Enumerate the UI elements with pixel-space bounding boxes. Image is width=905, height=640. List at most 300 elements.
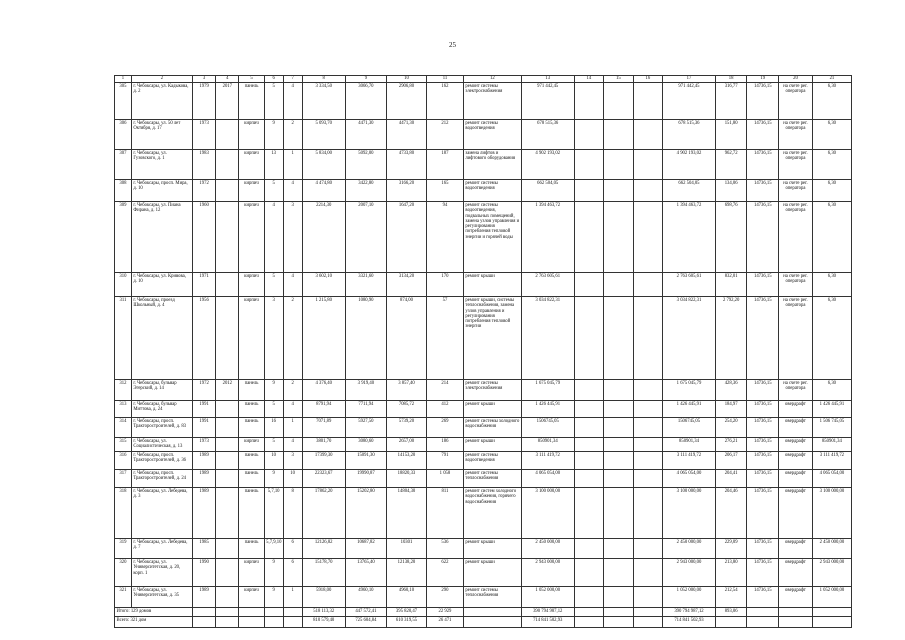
residents-cell: 536	[427, 539, 464, 559]
living-area-cell: 3 919,40	[345, 380, 386, 401]
column-number-11: 11	[427, 76, 464, 83]
living-area-cell: 1080,90	[345, 297, 386, 380]
row-number-cell: 320	[115, 559, 132, 587]
column-number-15: 15	[604, 76, 634, 83]
cost-col-16-cell	[633, 297, 663, 380]
cost-per-sqm-cell: 962,72	[715, 150, 747, 180]
residential-area-cell: 4960,10	[386, 587, 426, 608]
grand-total-row-empty-cell	[574, 617, 604, 628]
cost-col-16-cell	[633, 380, 663, 401]
year-overhaul-cell: 2012	[216, 380, 239, 401]
repair-cost-cell: 662 504,05	[521, 180, 574, 202]
subtotal-row-empty-cell	[463, 608, 521, 617]
cost-col-14-cell	[574, 452, 604, 470]
fund-method-cell: на счете рег. оператора	[779, 273, 813, 297]
cost-col-16-cell	[633, 452, 663, 470]
fund-method-cell: на счете рег. оператора	[779, 120, 813, 150]
limit-cost-per-sqm-cell: 14736,15	[747, 470, 779, 488]
address-cell: г. Чебоксары, просп. Тракторостроителей, д. 36	[131, 452, 192, 470]
column-number-19: 19	[747, 76, 779, 83]
cost-col-16-cell	[633, 587, 663, 608]
limit-cost-per-sqm-cell: 14736,15	[747, 180, 779, 202]
entrances-cell: 2	[283, 380, 302, 401]
total-cost-cell: 971 442,45	[663, 83, 716, 120]
cost-per-sqm-cell: 134,06	[715, 180, 747, 202]
floors-cell: 5	[264, 438, 283, 452]
table-row	[115, 470, 852, 488]
residents-cell: 811	[427, 488, 464, 539]
row-number-cell: 317	[115, 470, 132, 488]
year-overhaul-cell	[216, 202, 239, 273]
grand-total-row-empty-cell	[715, 617, 747, 628]
total-cost-cell: 4 065 054,00	[663, 470, 716, 488]
column-number-3: 3	[193, 76, 216, 83]
entrances-cell: 4	[283, 273, 302, 297]
cost-col-15-cell	[604, 587, 634, 608]
limit-cost-per-sqm-cell: 14736,15	[747, 488, 779, 539]
residential-area-cell: 5739,20	[386, 418, 426, 438]
subtotal-row-empty-cell	[633, 608, 663, 617]
residents-cell: 214	[427, 380, 464, 401]
total-cost-cell: 1 426 445,91	[663, 401, 716, 418]
column-number-13: 13	[521, 76, 574, 83]
year-built-cell: 1979	[193, 83, 216, 120]
cost-per-sqm-cell: 428,36	[715, 380, 747, 401]
subtotal-row-empty-cell	[812, 608, 851, 617]
cost-col-15-cell	[604, 83, 634, 120]
residential-area-cell: 3 857,40	[386, 380, 426, 401]
column-number-7: 7	[283, 76, 302, 83]
entrances-cell: 1	[283, 150, 302, 180]
subtotal-row-empty-cell	[604, 608, 634, 617]
address-cell: г. Чебоксары, ул. 50 лет Октября, д. 17	[131, 120, 192, 150]
subtotal-row-cost-per-sqm: 893,06	[715, 608, 747, 617]
year-built-cell: 1989	[193, 488, 216, 539]
repair-cost-cell: 4 065 054,00	[521, 470, 574, 488]
work-type-cell: ремонт системы холодного водоснабжения	[463, 418, 521, 438]
total-cost-cell: 2 450 000,00	[663, 539, 716, 559]
cost-per-sqm-cell: 184,97	[715, 401, 747, 418]
floors-cell: 4	[264, 202, 283, 273]
residents-cell: 57	[427, 297, 464, 380]
table-row	[115, 297, 852, 380]
contribution-rate-cell: 6,30	[812, 83, 851, 120]
row-number-cell: 321	[115, 587, 132, 608]
table-row	[115, 120, 852, 150]
cost-col-16-cell	[633, 438, 663, 452]
wall-material-cell: кирпич	[239, 273, 264, 297]
living-area-cell: 10687,82	[345, 539, 386, 559]
cost-col-15-cell	[604, 380, 634, 401]
living-area-cell: 3080,60	[345, 438, 386, 452]
work-type-cell: ремонт систем холодного водоснабжения, горячего водоснабжения	[463, 488, 521, 539]
work-type-cell: ремонт системы электроснабжения	[463, 380, 521, 401]
floors-cell: 5	[264, 401, 283, 418]
limit-cost-per-sqm-cell: 14736,15	[747, 150, 779, 180]
cost-col-16-cell	[633, 202, 663, 273]
floors-cell: 5	[264, 180, 283, 202]
cost-col-16-cell	[633, 488, 663, 539]
cost-per-sqm-cell: 151,80	[715, 120, 747, 150]
column-number-20: 20	[779, 76, 813, 83]
table-row	[115, 380, 852, 401]
total-cost-cell: 850901,34	[663, 438, 716, 452]
repair-cost-cell: 2 450 000,00	[521, 539, 574, 559]
subtotal-row-empty-cell	[779, 608, 813, 617]
subtotal-row-empty-cell	[239, 608, 264, 617]
address-cell: г. Чебоксары, ул. Университетская, д. 35	[131, 587, 192, 608]
living-area-cell: 2007,10	[345, 202, 386, 273]
cost-col-16-cell	[633, 273, 663, 297]
wall-material-cell: панель	[239, 418, 264, 438]
table-row	[115, 180, 852, 202]
address-cell: г. Чебоксары, ул. Пиана Фирана, д. 12	[131, 202, 192, 273]
total-area-cell: 3 602,10	[302, 273, 345, 297]
repair-cost-cell: 1 052 000,00	[521, 587, 574, 608]
limit-cost-per-sqm-cell: 14736,15	[747, 452, 779, 470]
year-overhaul-cell	[216, 418, 239, 438]
repair-cost-cell: 1 426 445,91	[521, 401, 574, 418]
living-area-cell: 15091,30	[345, 452, 386, 470]
subtotal-row-repair-cost: 390 794 987,12	[521, 608, 574, 617]
fund-method-cell: овердрафт	[779, 418, 813, 438]
address-cell: г. Чебоксары, проезд Школьный, д. 4	[131, 297, 192, 380]
table-row	[115, 401, 852, 418]
wall-material-cell: кирпич	[239, 438, 264, 452]
total-area-cell: 15178,70	[302, 559, 345, 587]
year-overhaul-cell	[216, 120, 239, 150]
cost-per-sqm-cell: 212,54	[715, 587, 747, 608]
floors-cell: 5	[264, 83, 283, 120]
cost-col-16-cell	[633, 150, 663, 180]
year-built-cell: 1972	[193, 180, 216, 202]
total-area-cell: 5 093,70	[302, 120, 345, 150]
cost-col-15-cell	[604, 297, 634, 380]
work-type-cell: ремонт системы водоотведения, подвальных помещений, замена узлов управления и регулирования потребления тепловой энергии и горячей воды	[463, 202, 521, 273]
entrances-cell: 3	[283, 452, 302, 470]
contribution-rate-cell: 6,30	[812, 150, 851, 180]
residents-cell: 94	[427, 202, 464, 273]
cost-col-14-cell	[574, 83, 604, 120]
table-row	[115, 418, 852, 438]
limit-cost-per-sqm-cell: 14736,15	[747, 380, 779, 401]
page-number: 25	[449, 41, 456, 49]
row-number-cell: 315	[115, 438, 132, 452]
column-number-18: 18	[715, 76, 747, 83]
cost-per-sqm-cell: 2 792,20	[715, 297, 747, 380]
entrances-cell: 2	[283, 120, 302, 150]
address-cell: г. Чебоксары, ул. Гузовского, д. 1	[131, 150, 192, 180]
year-built-cell: 1991	[193, 401, 216, 418]
cost-per-sqm-cell: 204,46	[715, 488, 747, 539]
grand-total-row-empty-cell	[264, 617, 283, 628]
residents-cell: 186	[427, 438, 464, 452]
residents-cell: 187	[427, 150, 464, 180]
contribution-rate-cell: 1 426 445,91	[812, 401, 851, 418]
wall-material-cell: панель	[239, 83, 264, 120]
entrances-cell: 3	[283, 202, 302, 273]
fund-method-cell: овердрафт	[779, 452, 813, 470]
residential-area-cell: 2906,80	[386, 83, 426, 120]
grand-total-row-total-cost: 714 841 502,93	[663, 617, 716, 628]
cost-col-16-cell	[633, 559, 663, 587]
wall-material-cell: кирпич	[239, 297, 264, 380]
floors-cell: 13	[264, 150, 283, 180]
residential-area-cell: 7085,72	[386, 401, 426, 418]
year-overhaul-cell	[216, 470, 239, 488]
table-row	[115, 150, 852, 180]
subtotal-row-empty-cell	[574, 608, 604, 617]
subtotal-row-label: Итого: 129 домов	[115, 608, 193, 617]
column-number-21: 21	[812, 76, 851, 83]
year-built-cell: 1956	[193, 297, 216, 380]
row-number-cell: 319	[115, 539, 132, 559]
wall-material-cell: панель	[239, 380, 264, 401]
cost-col-14-cell	[574, 180, 604, 202]
subtotal-row	[115, 608, 852, 617]
table-row	[115, 83, 852, 120]
cost-col-16-cell	[633, 418, 663, 438]
work-type-cell: замена лифтов и лифтового оборудования	[463, 150, 521, 180]
living-area-cell: 3066,70	[345, 83, 386, 120]
grand-total-row-empty-cell	[463, 617, 521, 628]
address-cell: г. Чебоксары, ул. Кадыкова, д. 2	[131, 83, 192, 120]
limit-cost-per-sqm-cell: 14736,15	[747, 418, 779, 438]
entrances-cell: 6	[283, 559, 302, 587]
year-overhaul-cell	[216, 452, 239, 470]
cost-per-sqm-cell: 698,76	[715, 202, 747, 273]
total-area-cell: 1 215,80	[302, 297, 345, 380]
work-type-cell: ремонт системы теплоснабжения	[463, 470, 521, 488]
address-cell: г. Чебоксары, ул. Кривова, д. 10	[131, 273, 192, 297]
total-cost-cell: 3 034 822,31	[663, 297, 716, 380]
residential-area-cell: 14153,20	[386, 452, 426, 470]
contribution-rate-cell: 1 052 000,00	[812, 587, 851, 608]
residents-cell: 1 058	[427, 470, 464, 488]
residential-area-cell: 1647,20	[386, 202, 426, 273]
column-number-6: 6	[264, 76, 283, 83]
year-overhaul-cell	[216, 150, 239, 180]
residential-area-cell: 874,00	[386, 297, 426, 380]
address-cell: г. Чебоксары, просп. Тракторостроителей, д. 83	[131, 418, 192, 438]
table-row	[115, 559, 852, 587]
cost-col-15-cell	[604, 539, 634, 559]
work-type-cell: ремонт системы электроснабжения	[463, 83, 521, 120]
address-cell: г. Чебоксары, просп. Тракторостроителей, д. 24	[131, 470, 192, 488]
table-row	[115, 273, 852, 297]
wall-material-cell: кирпич	[239, 587, 264, 608]
year-overhaul-cell: 2017	[216, 83, 239, 120]
contribution-rate-cell: 6,30	[812, 120, 851, 150]
residential-area-cell: 4733,80	[386, 150, 426, 180]
grand-total-row-residents: 26 471	[427, 617, 464, 628]
entrances-cell: 10	[283, 470, 302, 488]
cost-per-sqm-cell: 213,80	[715, 559, 747, 587]
repair-cost-cell: 1 675 045,79	[521, 380, 574, 401]
row-number-cell: 310	[115, 273, 132, 297]
limit-cost-per-sqm-cell: 14736,15	[747, 539, 779, 559]
repair-cost-cell: 1 394 463,72	[521, 202, 574, 273]
cost-col-16-cell	[633, 180, 663, 202]
residents-cell: 622	[427, 559, 464, 587]
work-type-cell: ремонт крыши	[463, 559, 521, 587]
year-overhaul-cell	[216, 559, 239, 587]
total-cost-cell: 4 902 193,02	[663, 150, 716, 180]
living-area-cell: 5927,50	[345, 418, 386, 438]
total-cost-cell: 3 100 000,00	[663, 488, 716, 539]
residents-cell: 412	[427, 401, 464, 418]
residential-area-cell: 18820,33	[386, 470, 426, 488]
table-row	[115, 488, 852, 539]
cost-per-sqm-cell: 254,20	[715, 418, 747, 438]
floors-cell: 9	[264, 380, 283, 401]
year-overhaul-cell	[216, 180, 239, 202]
entrances-cell: 1	[283, 418, 302, 438]
column-number-9: 9	[345, 76, 386, 83]
row-number-cell: 308	[115, 180, 132, 202]
work-type-cell: ремонт крыши	[463, 273, 521, 297]
floors-cell: 5,7,9,10	[264, 539, 283, 559]
cost-col-15-cell	[604, 120, 634, 150]
cost-col-15-cell	[604, 559, 634, 587]
fund-method-cell: на счете рег. оператора	[779, 202, 813, 273]
total-area-cell: 2214,30	[302, 202, 345, 273]
row-number-cell: 305	[115, 83, 132, 120]
address-cell: г. Чебоксары, бульвар Миттова, д. 24	[131, 401, 192, 418]
contribution-rate-cell: 850901,34	[812, 438, 851, 452]
residential-area-cell: 10301	[386, 539, 426, 559]
residents-cell: 290	[427, 587, 464, 608]
subtotal-row-empty-cell	[283, 608, 302, 617]
column-number-16: 16	[633, 76, 663, 83]
cost-col-16-cell	[633, 401, 663, 418]
residents-cell: 791	[427, 452, 464, 470]
cost-per-sqm-cell: 206,17	[715, 452, 747, 470]
living-area-cell: 3321,60	[345, 273, 386, 297]
housing-repair-register-table	[114, 75, 852, 628]
work-type-cell: ремонт системы водоотведения	[463, 120, 521, 150]
fund-method-cell: на счете рег. оператора	[779, 297, 813, 380]
living-area-cell: 5092,00	[345, 150, 386, 180]
repair-cost-cell: 3 111 419,72	[521, 452, 574, 470]
cost-per-sqm-cell: 204,41	[715, 470, 747, 488]
grand-total-row-empty-cell	[239, 617, 264, 628]
wall-material-cell: кирпич	[239, 559, 264, 587]
address-cell: г. Чебоксары, просп. Мира, д. 10	[131, 180, 192, 202]
column-number-10: 10	[386, 76, 426, 83]
contribution-rate-cell: 6,30	[812, 380, 851, 401]
address-cell: г. Чебоксары, ул. Социалистическая, д. 13	[131, 438, 192, 452]
contribution-rate-cell: 6,30	[812, 202, 851, 273]
year-overhaul-cell	[216, 539, 239, 559]
table-row	[115, 438, 852, 452]
entrances-cell: 8	[283, 488, 302, 539]
grand-total-row	[115, 617, 852, 628]
year-overhaul-cell	[216, 273, 239, 297]
wall-material-cell: кирпич	[239, 180, 264, 202]
residential-area-cell: 14804,30	[386, 488, 426, 539]
total-area-cell: 3 334,50	[302, 83, 345, 120]
column-number-header-row	[115, 76, 852, 83]
limit-cost-per-sqm-cell: 14736,15	[747, 83, 779, 120]
cost-col-16-cell	[633, 120, 663, 150]
grand-total-row-empty-cell	[747, 617, 779, 628]
cost-col-14-cell	[574, 488, 604, 539]
cost-col-14-cell	[574, 380, 604, 401]
address-cell: г. Чебоксары, ул. Университетская, д. 20, корп. 1	[131, 559, 192, 587]
fund-method-cell: овердрафт	[779, 470, 813, 488]
repair-cost-cell: 3 034 822,31	[521, 297, 574, 380]
table-row	[115, 452, 852, 470]
column-number-14: 14	[574, 76, 604, 83]
residents-cell: 269	[427, 418, 464, 438]
floors-cell: 10	[264, 452, 283, 470]
year-built-cell: 1973	[193, 120, 216, 150]
cost-col-15-cell	[604, 438, 634, 452]
row-number-cell: 318	[115, 488, 132, 539]
total-cost-cell: 678 515,36	[663, 120, 716, 150]
total-area-cell: 22323,67	[302, 470, 345, 488]
cost-col-15-cell	[604, 150, 634, 180]
cost-col-14-cell	[574, 297, 604, 380]
year-built-cell: 1973	[193, 438, 216, 452]
work-type-cell: ремонт крыши	[463, 539, 521, 559]
row-number-cell: 313	[115, 401, 132, 418]
grand-total-row-label: Всего: 321 дом	[115, 617, 193, 628]
grand-total-row-empty-cell	[779, 617, 813, 628]
wall-material-cell: панель	[239, 401, 264, 418]
fund-method-cell: овердрафт	[779, 539, 813, 559]
year-overhaul-cell	[216, 587, 239, 608]
entrances-cell: 4	[283, 180, 302, 202]
living-area-cell: 7711,94	[345, 401, 386, 418]
cost-col-15-cell	[604, 401, 634, 418]
total-area-cell: 17399,30	[302, 452, 345, 470]
year-built-cell: 1985	[193, 539, 216, 559]
address-cell: г. Чебоксары, ул. Лебедева, д. 7	[131, 539, 192, 559]
cost-col-15-cell	[604, 180, 634, 202]
living-area-cell: 3422,80	[345, 180, 386, 202]
repair-cost-cell: 3 100 000,00	[521, 488, 574, 539]
subtotal-row-residential-area: 395 820,47	[386, 608, 426, 617]
fund-method-cell: на счете рег. оператора	[779, 380, 813, 401]
cost-col-14-cell	[574, 150, 604, 180]
work-type-cell: ремонт крыши, системы теплоснабжения, замена узлов управления и регулирования потребления тепловой энергии	[463, 297, 521, 380]
residents-cell: 162	[427, 83, 464, 120]
floors-cell: 9	[264, 120, 283, 150]
cost-col-14-cell	[574, 539, 604, 559]
contribution-rate-cell: 3 100 000,00	[812, 488, 851, 539]
residents-cell: 170	[427, 273, 464, 297]
work-type-cell: ремонт крыши	[463, 401, 521, 418]
address-cell: г. Чебоксары, бульвар Эгерский, д. 14	[131, 380, 192, 401]
cost-col-14-cell	[574, 120, 604, 150]
fund-method-cell: овердрафт	[779, 401, 813, 418]
fund-method-cell: на счете рег. оператора	[779, 150, 813, 180]
subtotal-row-total-area: 518 113,32	[302, 608, 345, 617]
fund-method-cell: на счете рег. оператора	[779, 180, 813, 202]
limit-cost-per-sqm-cell: 14736,15	[747, 401, 779, 418]
row-number-cell: 307	[115, 150, 132, 180]
subtotal-row-living-area: 447 572,41	[345, 608, 386, 617]
living-area-cell: 19990,87	[345, 470, 386, 488]
repair-cost-cell: 4 902 193,02	[521, 150, 574, 180]
cost-col-16-cell	[633, 83, 663, 120]
wall-material-cell: кирпич	[239, 120, 264, 150]
total-cost-cell: 662 504,05	[663, 180, 716, 202]
subtotal-row-empty-cell	[193, 608, 216, 617]
contribution-rate-cell: 4 065 054,00	[812, 470, 851, 488]
